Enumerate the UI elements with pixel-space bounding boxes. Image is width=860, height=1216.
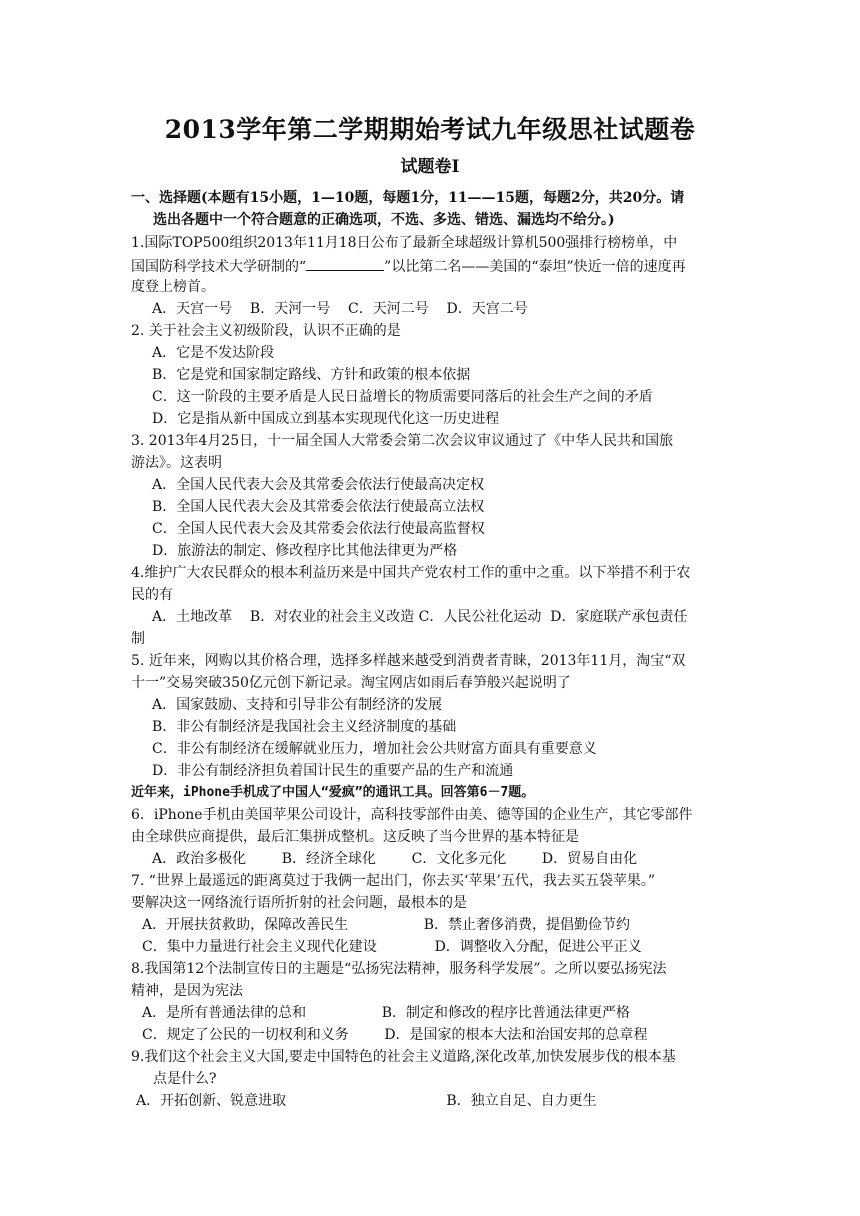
q8-stem-line-2: 精神，是因为宪法 — [131, 983, 243, 999]
q7-stem-line-2: 要解决这一网络流行语所折射的社会问题，最根本的是 — [131, 895, 467, 911]
q4-options: A．土地改革 B．对农业的社会主义改造 C．人民公社化运动 D．家庭联产承包责任 — [152, 609, 688, 625]
q1-answer-blank — [306, 258, 384, 271]
q1-stem-part-a: 国国防科学技术大学研制的“ — [131, 259, 307, 275]
q5-option-b: B．非公有制经济是我国社会主义经济制度的基础 — [152, 719, 457, 735]
q7-stem-line-1: 7. “世界上最遥远的距离莫过于我俩一起出门，你去买‘苹果’五代，我去买五袋苹果。” — [131, 873, 656, 889]
q4-options-continued: 制 — [131, 631, 145, 647]
section-instructions-line-2: 选出各题中一个符合题意的正确选项，不选、多选、错选、漏选均不给分。) — [153, 212, 615, 228]
q9-stem-line-1: 9.我们这个社会主义大国,要走中国特色的社会主义道路,深化改革,加快发展步伐的根本基 — [131, 1049, 676, 1065]
q3-stem-line-2: 游法》。这表明 — [131, 455, 222, 471]
q9-stem-line-2: 点是什么? — [153, 1071, 217, 1087]
q9-options-ab: A．开拓创新、锐意进取 B．独立自足、自力更生 — [136, 1093, 597, 1109]
q5-stem-line-1: 5. 近年来，网购以其价格合理，选择多样越来越受到消费者青睐，2013年11月，淘宝“双 — [131, 653, 686, 669]
q6-options: A．政治多极化 B．经济全球化 C．文化多元化 D．贸易自由化 — [152, 851, 638, 867]
q1-stem-line-3: 度登上榜首。 — [131, 279, 215, 295]
q2-option-a: A．它是不发达阶段 — [152, 345, 275, 361]
q3-option-d: D．旅游法的制定、修改程序比其他法律更为严格 — [152, 543, 458, 559]
q3-option-c: C．全国人民代表大会及其常委会依法行使最高监督权 — [152, 521, 485, 537]
section-instructions-line-1: 一、选择题(本题有15小题，1—10题，每题1分，11——15题，每题2分，共20分。请 — [131, 190, 685, 206]
q5-stem-line-2: 十一”交易突破350亿元创下新记录。淘宝网店如雨后春笋般兴起说明了 — [131, 675, 571, 691]
q1-stem-line-2 — [131, 258, 686, 274]
q5-option-d: D．非公有制经济担负着国计民生的重要产品的生产和流通 — [152, 763, 514, 779]
q2-option-d: D．它是指从新中国成立到基本实现现代化这一历史进程 — [152, 411, 500, 427]
q4-stem-line-2: 民的有 — [131, 587, 173, 603]
q8-stem-line-1: 8.我国第12个法制宣传日的主题是“弘扬宪法精神，服务科学发展”。之所以要弘扬宪法 — [131, 961, 667, 977]
q5-option-a: A．国家鼓励、支持和引导非公有制经济的发展 — [152, 697, 443, 713]
q5-option-c: C．非公有制经济在缓解就业压力，增加社会公共财富方面具有重要意义 — [152, 741, 597, 757]
q2-stem: 2. 关于社会主义初级阶段，认识不正确的是 — [131, 323, 401, 339]
q3-option-a: A．全国人民代表大会及其常委会依法行使最高决定权 — [152, 477, 485, 493]
q1-options: A．天宫一号 B．天河一号 C．天河二号 D．天宫二号 — [152, 301, 528, 317]
q6-stem-line-2: 由全球供应商提供，最后汇集拼成整机。这反映了当今世界的基本特征是 — [131, 829, 579, 845]
q4-stem-line-1: 4.维护广大农民群众的根本利益历来是中国共产党农村工作的重中之重。以下举措不利于农 — [131, 565, 691, 581]
q8-options-ab: A．是所有普通法律的总和 B．制定和修改的程序比普通法律更严格 — [142, 1005, 631, 1021]
q6-stem-line-1: 6．iPhone手机由美国苹果公司设计，高科技零部件由美、德等国的企业生产，其它零部件 — [131, 807, 693, 823]
q2-option-b: B．它是党和国家制定路线、方针和政策的根本依据 — [152, 367, 471, 383]
q7-options-ab: A．开展扶贫救助，保障改善民生 B．禁止奢侈消费，提倡勤俭节约 — [142, 917, 631, 933]
q2-option-c: C．这一阶段的主要矛盾是人民日益增长的物质需要同落后的社会生产之间的矛盾 — [152, 389, 653, 405]
q1-stem-line-1: 1.国际TOP500组织2013年11月18日公布了最新全球超级计算机500强排行榜榜单，中 — [131, 235, 678, 251]
q7-options-cd: C．集中力量进行社会主义现代化建设 D．调整收入分配，促进公平正义 — [142, 939, 642, 955]
q6-q7-intro: 近年来，iPhone手机成了中国人“爱疯”的通讯工具。回答第6－7题。 — [131, 785, 535, 800]
q1-stem-part-b: ”以比第二名——美国的“泰坦”快近一倍的速度再 — [384, 259, 686, 275]
q3-stem-line-1: 3. 2013年4月25日，十一届全国人大常委会第二次会议审议通过了《中华人民共和国旅 — [131, 433, 674, 449]
q3-option-b: B．全国人民代表大会及其常委会依法行使最高立法权 — [152, 499, 485, 515]
page-title: 2013学年第二学期期始考试九年级思社试题卷 — [164, 115, 696, 144]
q8-options-cd: C．规定了公民的一切权利和义务 D．是国家的根本大法和治国安邦的总章程 — [142, 1027, 648, 1043]
page-subtitle: 试题卷Ⅰ — [400, 157, 460, 177]
